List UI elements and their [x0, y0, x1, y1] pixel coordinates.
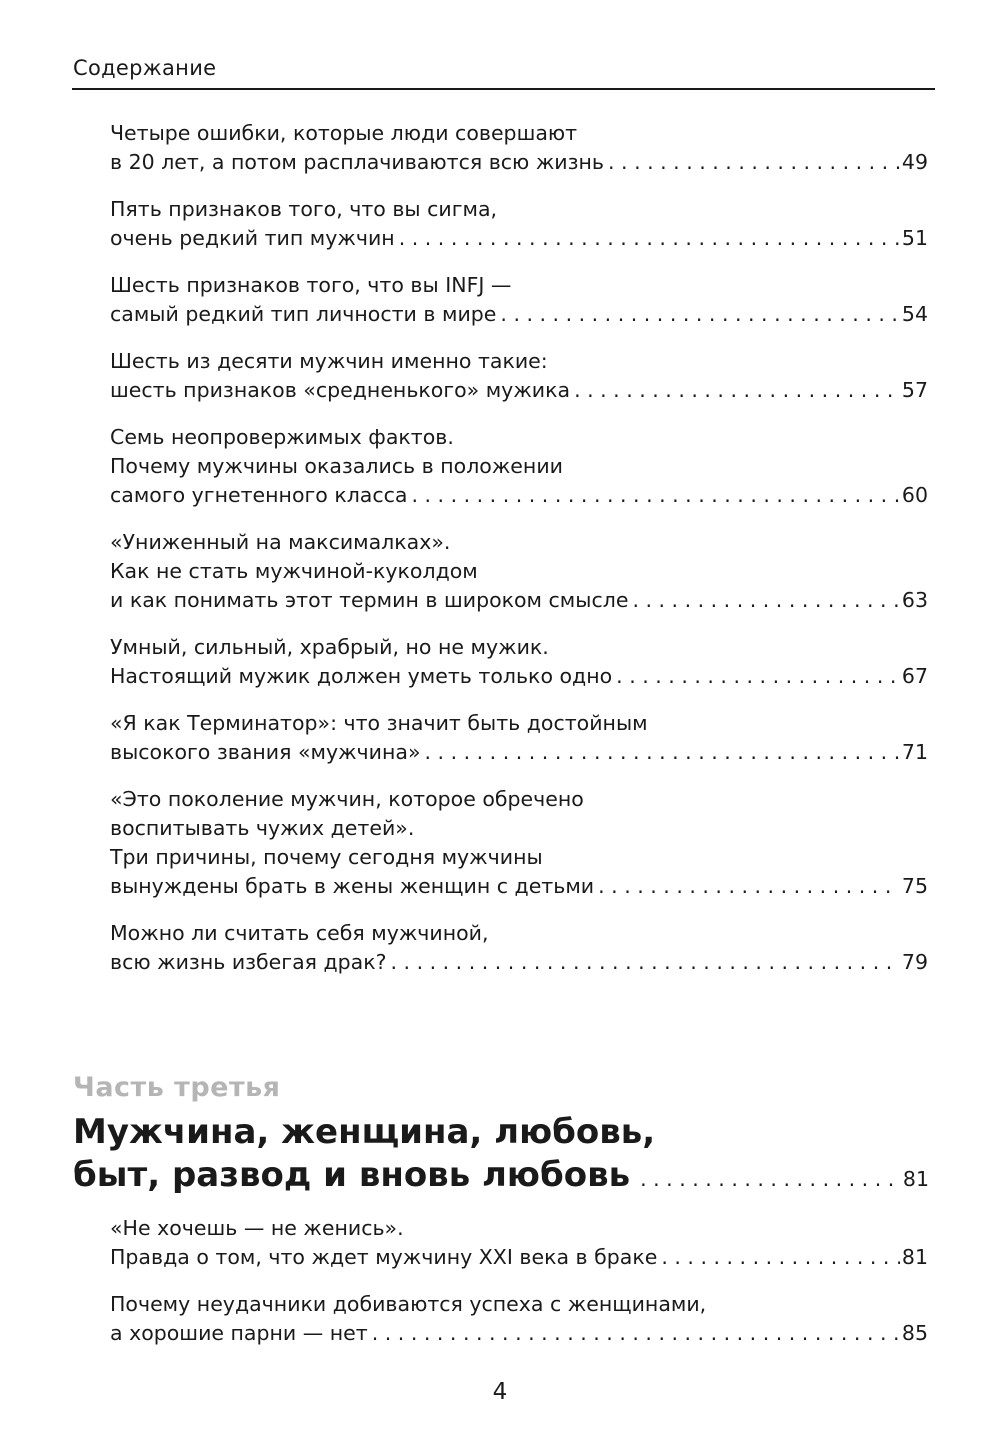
toc-entry-line: Правда о том, что ждет мужчину XXI века в браке	[110, 1245, 658, 1269]
toc-page-number: 60	[901, 483, 928, 507]
toc-entry[interactable]	[110, 347, 928, 405]
toc-entry[interactable]	[110, 919, 928, 977]
part-heading[interactable]	[73, 1072, 929, 1201]
toc-page-number: 67	[901, 664, 928, 688]
header-rule	[72, 88, 935, 90]
toc-entry-line: «Униженный на максималках».	[110, 530, 451, 554]
toc-entry-line: Умный, сильный, храбрый, но не мужик.	[110, 635, 549, 659]
page-folio: 4	[492, 1379, 508, 1405]
dot-leader	[574, 376, 900, 405]
toc-entry-line: «Это поколение мужчин, которое обречено	[110, 787, 584, 811]
toc-entry-line: Семь неопровержимых фактов.	[110, 425, 454, 449]
part-title-line: Мужчина, женщина, любовь,	[73, 1112, 656, 1152]
toc-entry-line: и как понимать этот термин в широком смысле	[110, 588, 629, 612]
toc-entry[interactable]	[110, 119, 928, 177]
dot-leader	[372, 1319, 900, 1348]
toc-entry-line: высокого звания «мужчина»	[110, 740, 421, 764]
toc-entry-line: Настоящий мужик должен уметь только одно	[110, 664, 613, 688]
toc-entry-line: Почему неудачники добиваются успеха с женщинами,	[110, 1292, 707, 1316]
dot-leader	[399, 224, 900, 253]
toc-entry-line: Шесть признаков того, что вы INFJ —	[110, 273, 512, 297]
toc-entry-line: шесть признаков «средненького» мужика	[110, 378, 571, 402]
toc-page-number: 81	[901, 1245, 928, 1269]
toc-page-number: 54	[901, 302, 928, 326]
toc-entry-line: вынуждены брать в жены женщин с детьми	[110, 874, 595, 898]
toc-entry[interactable]	[110, 785, 928, 901]
part-toc-list	[110, 1214, 928, 1366]
toc-entry[interactable]	[110, 633, 928, 691]
part-label: Часть третья	[73, 1072, 281, 1103]
toc-entry-line: Четыре ошибки, которые люди совершают	[110, 121, 578, 145]
toc-entry-line: всю жизнь избегая драк?	[110, 950, 387, 974]
toc-entry-line: самый редкий тип личности в мире	[110, 302, 497, 326]
toc-page-number: 71	[901, 740, 928, 764]
running-head: Содержание	[73, 56, 217, 80]
toc-entry-line: самого угнетенного класса	[110, 483, 408, 507]
toc-page-number: 51	[901, 226, 928, 250]
dot-leader	[661, 1243, 900, 1272]
toc-page-number: 85	[901, 1321, 928, 1345]
toc-page-number: 81	[902, 1167, 929, 1191]
toc-entry-line: Шесть из десяти мужчин именно такие:	[110, 349, 548, 373]
toc-page-number: 57	[901, 378, 928, 402]
dot-leader	[425, 738, 900, 767]
dot-leader	[616, 662, 900, 691]
toc-entry-line: Почему мужчины оказались в положении	[110, 454, 563, 478]
dot-leader	[500, 300, 900, 329]
dot-leader	[391, 948, 900, 977]
toc-entry[interactable]	[110, 423, 928, 510]
toc-page-number: 49	[901, 150, 928, 174]
dot-leader	[598, 872, 900, 901]
toc-entry[interactable]	[110, 528, 928, 615]
dot-leader	[632, 586, 899, 615]
toc-entry-line: воспитывать чужих детей».	[110, 816, 415, 840]
part-title-line: быт, развод и вновь любовь	[73, 1155, 631, 1195]
toc-list	[110, 119, 928, 995]
toc-entry-line: «Я как Терминатор»: что значит быть достойным	[110, 711, 648, 735]
dot-leader	[640, 1158, 901, 1201]
toc-entry[interactable]	[110, 195, 928, 253]
toc-entry-line: очень редкий тип мужчин	[110, 226, 395, 250]
toc-entry-line: «Не хочешь — не женись».	[110, 1216, 404, 1240]
toc-entry-line: Три причины, почему сегодня мужчины	[110, 845, 543, 869]
toc-page-number: 75	[901, 874, 928, 898]
toc-page-number: 63	[901, 588, 928, 612]
toc-entry[interactable]	[110, 1214, 928, 1272]
dot-leader	[411, 481, 899, 510]
part-title	[73, 1111, 929, 1201]
toc-entry[interactable]	[110, 709, 928, 767]
toc-entry-line: в 20 лет, а потом расплачиваются всю жизнь	[110, 150, 604, 174]
toc-entry[interactable]	[110, 271, 928, 329]
toc-entry-line: Как не стать мужчиной-куколдом	[110, 559, 478, 583]
toc-page-number: 79	[901, 950, 928, 974]
dot-leader	[608, 148, 900, 177]
toc-entry-line: а хорошие парни — нет	[110, 1321, 368, 1345]
toc-entry[interactable]	[110, 1290, 928, 1348]
toc-entry-line: Пять признаков того, что вы сигма,	[110, 197, 498, 221]
toc-entry-line: Можно ли считать себя мужчиной,	[110, 921, 489, 945]
